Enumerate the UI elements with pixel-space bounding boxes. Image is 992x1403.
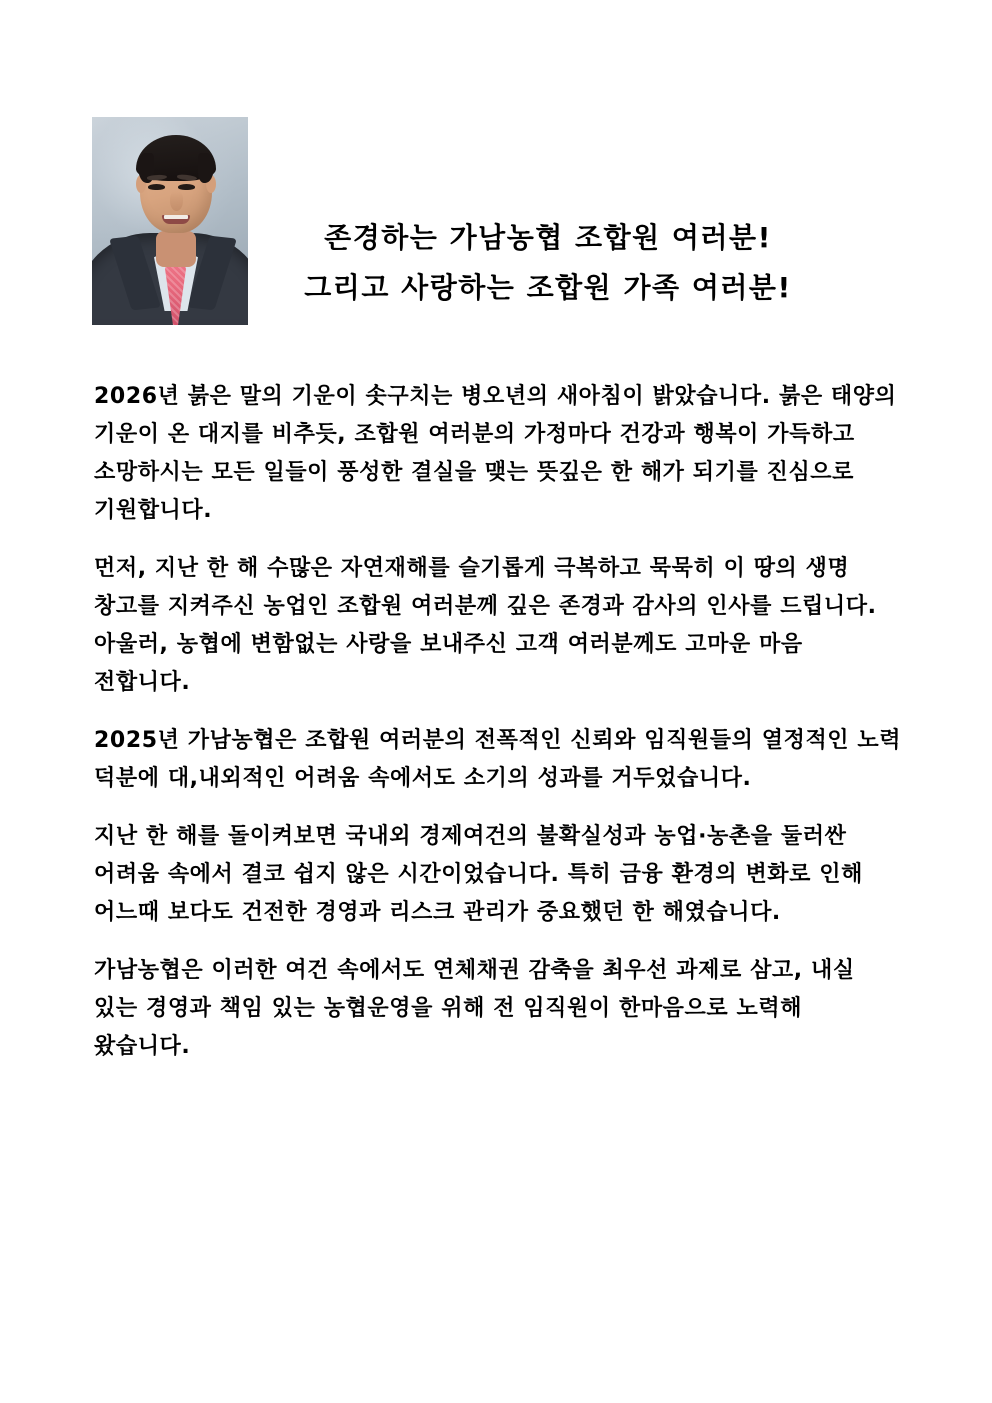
portrait-mouth [162, 215, 190, 224]
letter-paragraph-5: 가남농협은 이러한 여건 속에서도 연체채권 감축을 최우선 과제로 삼고, 내실 있는 경영과 책임 있는 농협운영을 위해 전 임직원이 한마음으로 노력해 왔습니다. [94, 958, 855, 1059]
letter-body [94, 378, 906, 1066]
letter-paragraph-4: 지난 한 해를 돌이켜보면 국내외 경제여건의 불확실성과 농업·농촌을 둘러싼 어려움 속에서 결코 쉽지 않은 시간이었습니다. 특히 금융 환경의 변화로 인해 어느때 보다도 건전한 경영과 리스크 관리가 중요했던 한 해였습니다. [94, 824, 863, 925]
letter-paragraph-2: 먼저, 지난 한 해 수많은 자연재해를 슬기롭게 극복하고 묵묵히 이 땅의 생명 창고를 지켜주신 농업인 조합원 여러분께 깊은 존경과 감사의 인사를 드립니다. 아울러, 농협에 변함없는 사랑을 보내주신 고객 여러분께도 고마운 마음 전합니다. [94, 556, 877, 695]
chairman-portrait-photo [92, 117, 248, 325]
letter-paragraph-3: 2025년 가남농협은 조합원 여러분의 전폭적인 신뢰와 임직원들의 열정적인 노력 덕분에 대,내외적인 어려움 속에서도 소기의 성과를 거두었습니다. [94, 728, 902, 791]
greeting-heading [248, 213, 848, 313]
letter-paragraph-1: 2026년 붉은 말의 기운이 솟구치는 병오년의 새아침이 밝았습니다. 붉은 태양의 기운이 온 대지를 비추듯, 조합원 여러분의 가정마다 건강과 행복이 가득하고 소망하시는 모든 일들이 풍성한 결실을 맺는 뜻깊은 한 해가 되기를 진심으로 기원합니다. [94, 384, 897, 523]
portrait-nose [170, 191, 183, 211]
portrait-eye-left [148, 184, 165, 190]
greeting-heading-line-1: 존경하는 가남농협 조합원 여러분! [324, 221, 772, 254]
portrait-neck [156, 231, 196, 267]
portrait-eye-right [178, 184, 195, 190]
greeting-heading-line-2: 그리고 사랑하는 조합원 가족 여러분! [304, 271, 792, 304]
